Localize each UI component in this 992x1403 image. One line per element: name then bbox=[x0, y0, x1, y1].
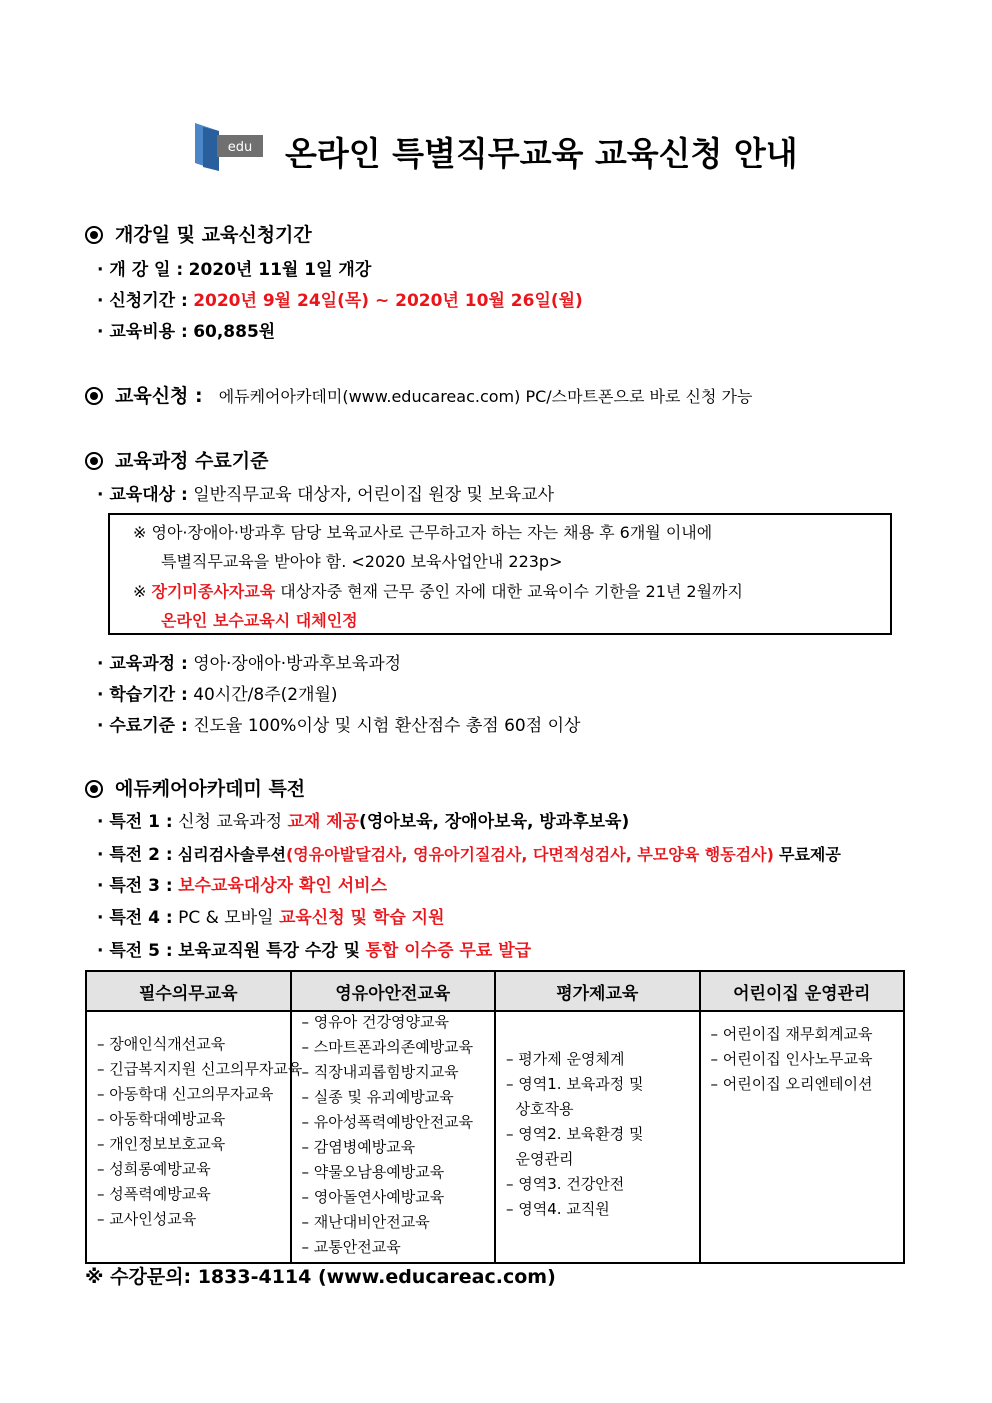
course-row bbox=[97, 649, 401, 674]
apply-section bbox=[85, 381, 752, 408]
list-item: 운영관리 bbox=[506, 1150, 574, 1168]
benefit-highlight: 통합 이수증 무료 발급 bbox=[365, 941, 532, 961]
target-row bbox=[97, 480, 554, 505]
list-item: – 영유아 건강영양교육 bbox=[301, 1013, 449, 1031]
benefit-label: · 특전 1 : bbox=[97, 812, 173, 832]
list-item: – 영역2. 보육환경 및 bbox=[506, 1125, 644, 1143]
list-item: – 감염병예방교육 bbox=[301, 1138, 416, 1156]
list-item: – 영역3. 건강안전 bbox=[506, 1175, 625, 1193]
list-item: – 직장내괴롭힘방지교육 bbox=[301, 1063, 459, 1081]
benefit-highlight: (영유아발달검사, 영유아기질검사, 다면적성검사, 부모양육 행동검사) bbox=[285, 845, 774, 864]
table-header: 평가제교육 bbox=[495, 971, 700, 1011]
benefit-2 bbox=[97, 840, 841, 865]
period-value: 40시간/8주(2개월) bbox=[193, 685, 338, 705]
list-item: – 영아돌연사예방교육 bbox=[301, 1188, 445, 1206]
list-item: – 성폭력예방교육 bbox=[97, 1185, 211, 1203]
benefit-text: 신청 교육과정 bbox=[178, 812, 283, 832]
list-item: – 아동학대예방교육 bbox=[97, 1110, 226, 1128]
benefit-highlight: 교육신청 및 학습 지원 bbox=[278, 908, 445, 928]
benefit-highlight: 교재 제공 bbox=[287, 812, 360, 832]
list-item: – 개인정보보호교육 bbox=[97, 1135, 226, 1153]
apply-heading: 교육신청 : bbox=[115, 385, 203, 407]
course-label: · 교육과정 : bbox=[97, 654, 188, 674]
criteria-label: · 수료기준 : bbox=[97, 716, 188, 736]
list-item: – 어린이집 재무회계교육 bbox=[710, 1025, 873, 1043]
table-header-row bbox=[86, 971, 904, 1011]
apply-method-value: 에듀케어아카데미(www.educareac.com) PC/스마트폰으로 바로 신청 가능 bbox=[218, 387, 753, 406]
list-item: – 교사인성교육 bbox=[97, 1210, 197, 1228]
benefit-4 bbox=[97, 903, 445, 928]
contact-footer: ※ 수강문의: 1833-4114 (www.educareac.com) bbox=[85, 1266, 556, 1288]
list-item: – 교통안전교육 bbox=[301, 1238, 401, 1256]
apply-period-value: 2020년 9월 24일(목) ~ 2020년 10월 26일(월) bbox=[193, 291, 583, 311]
list-item: – 평가제 운영체계 bbox=[506, 1050, 625, 1068]
cost-row bbox=[97, 317, 275, 342]
evaluation-course-list bbox=[506, 1047, 699, 1222]
note-mark: ※ bbox=[133, 582, 147, 601]
table-header: 어린이집 운영관리 bbox=[700, 971, 905, 1011]
benefit-label: · 특전 2 : bbox=[97, 845, 173, 865]
table-row bbox=[86, 1011, 904, 1263]
list-item: – 영역1. 보육과정 및 bbox=[506, 1075, 644, 1093]
edu-logo bbox=[193, 121, 265, 173]
section-heading-text: 교육과정 수료기준 bbox=[115, 450, 269, 472]
section-benefits-heading bbox=[85, 774, 305, 801]
list-item: – 약물오남용예방교육 bbox=[301, 1163, 445, 1181]
apply-period-row bbox=[97, 286, 583, 311]
logo-text: edu bbox=[227, 140, 253, 155]
bullet-circle-icon bbox=[85, 452, 103, 470]
bullet-circle-icon bbox=[85, 226, 103, 244]
management-course-cell bbox=[700, 1011, 905, 1263]
list-item: – 스마트폰과의존예방교육 bbox=[301, 1038, 474, 1056]
list-item: – 장애인식개선교육 bbox=[97, 1035, 226, 1053]
benefit-highlight: 보수교육대상자 확인 서비스 bbox=[178, 876, 387, 896]
mandatory-course-list bbox=[97, 1032, 303, 1232]
safety-course-cell bbox=[291, 1011, 496, 1263]
cost-value: 60,885원 bbox=[193, 322, 276, 342]
page-title: 온라인 특별직무교육 교육신청 안내 bbox=[285, 134, 798, 173]
list-item: – 유아성폭력예방안전교육 bbox=[301, 1113, 474, 1131]
list-item: – 아동학대 신고의무자교육 bbox=[97, 1085, 274, 1103]
course-table bbox=[85, 970, 905, 1264]
management-course-list bbox=[711, 1022, 904, 1097]
benefit-5 bbox=[97, 936, 531, 961]
course-value: 영아·장애아·방과후보육과정 bbox=[193, 654, 402, 674]
note-text: 대상자중 현재 근무 중인 자에 대한 교육이수 기한을 21년 2월까지 bbox=[280, 582, 743, 601]
notice-line-3 bbox=[133, 579, 743, 602]
criteria-value: 진도율 100%이상 및 시험 환산점수 총점 60점 이상 bbox=[193, 716, 581, 736]
list-item: – 재난대비안전교육 bbox=[301, 1213, 430, 1231]
notice-line-2: 특별직무교육을 받아야 함. <2020 보육사업안내 223p> bbox=[161, 552, 563, 571]
evaluation-course-cell bbox=[495, 1011, 700, 1263]
benefit-text: PC & 모바일 bbox=[178, 908, 274, 928]
target-label: · 교육대상 : bbox=[97, 485, 188, 505]
section-heading-text: 에듀케어아카데미 특전 bbox=[115, 778, 306, 800]
section-criteria-heading bbox=[85, 446, 268, 473]
apply-period-label: · 신청기간 : bbox=[97, 291, 188, 311]
open-date-label: · 개 강 일 : bbox=[97, 260, 184, 280]
benefit-label: · 특전 4 : bbox=[97, 908, 173, 928]
criteria-row bbox=[97, 711, 580, 736]
list-item: 상호작용 bbox=[506, 1100, 574, 1118]
cost-label: · 교육비용 : bbox=[97, 322, 188, 342]
notice-line-1: ※ 영아·장애아·방과후 담당 보육교사로 근무하고자 하는 자는 채용 후 6개월 이내에 bbox=[133, 523, 713, 542]
section-open-heading bbox=[85, 220, 312, 247]
bullet-circle-icon bbox=[85, 387, 103, 405]
benefit-label: · 특전 5 : bbox=[97, 941, 173, 961]
bullet-circle-icon bbox=[85, 780, 103, 798]
notice-line-4: 온라인 보수교육시 대체인정 bbox=[161, 611, 358, 630]
list-item: – 어린이집 오리엔테이션 bbox=[710, 1075, 873, 1093]
benefit-detail: 무료제공 bbox=[779, 845, 841, 864]
period-row bbox=[97, 680, 338, 705]
benefit-text: 보육교직원 특강 수강 및 bbox=[178, 941, 361, 961]
target-value: 일반직무교육 대상자, 어린이집 원장 및 보육교사 bbox=[193, 485, 555, 505]
list-item: – 어린이집 인사노무교육 bbox=[710, 1050, 873, 1068]
safety-course-list bbox=[302, 1010, 495, 1260]
table-header: 영유아안전교육 bbox=[291, 971, 496, 1011]
open-date-value: 2020년 11월 1일 개강 bbox=[188, 260, 372, 280]
section-heading-text: 개강일 및 교육신청기간 bbox=[115, 224, 312, 246]
mandatory-course-cell bbox=[86, 1011, 303, 1263]
benefit-text: 심리검사솔루션 bbox=[177, 845, 286, 864]
table-header: 필수의무교육 bbox=[86, 971, 291, 1011]
list-item: – 실종 및 유괴예방교육 bbox=[301, 1088, 454, 1106]
benefit-label: · 특전 3 : bbox=[97, 876, 173, 896]
note-highlight: 장기미종사자교육 bbox=[151, 582, 276, 601]
list-item: – 성희롱예방교육 bbox=[97, 1160, 211, 1178]
list-item: – 영역4. 교직원 bbox=[506, 1200, 610, 1218]
benefit-3 bbox=[97, 871, 387, 896]
open-date-row bbox=[97, 255, 371, 280]
benefit-1 bbox=[97, 807, 629, 832]
benefit-detail: (영아보육, 장애아보육, 방과후보육) bbox=[359, 812, 630, 832]
period-label: · 학습기간 : bbox=[97, 685, 188, 705]
list-item: – 긴급복지지원 신고의무자교육 bbox=[97, 1060, 303, 1078]
